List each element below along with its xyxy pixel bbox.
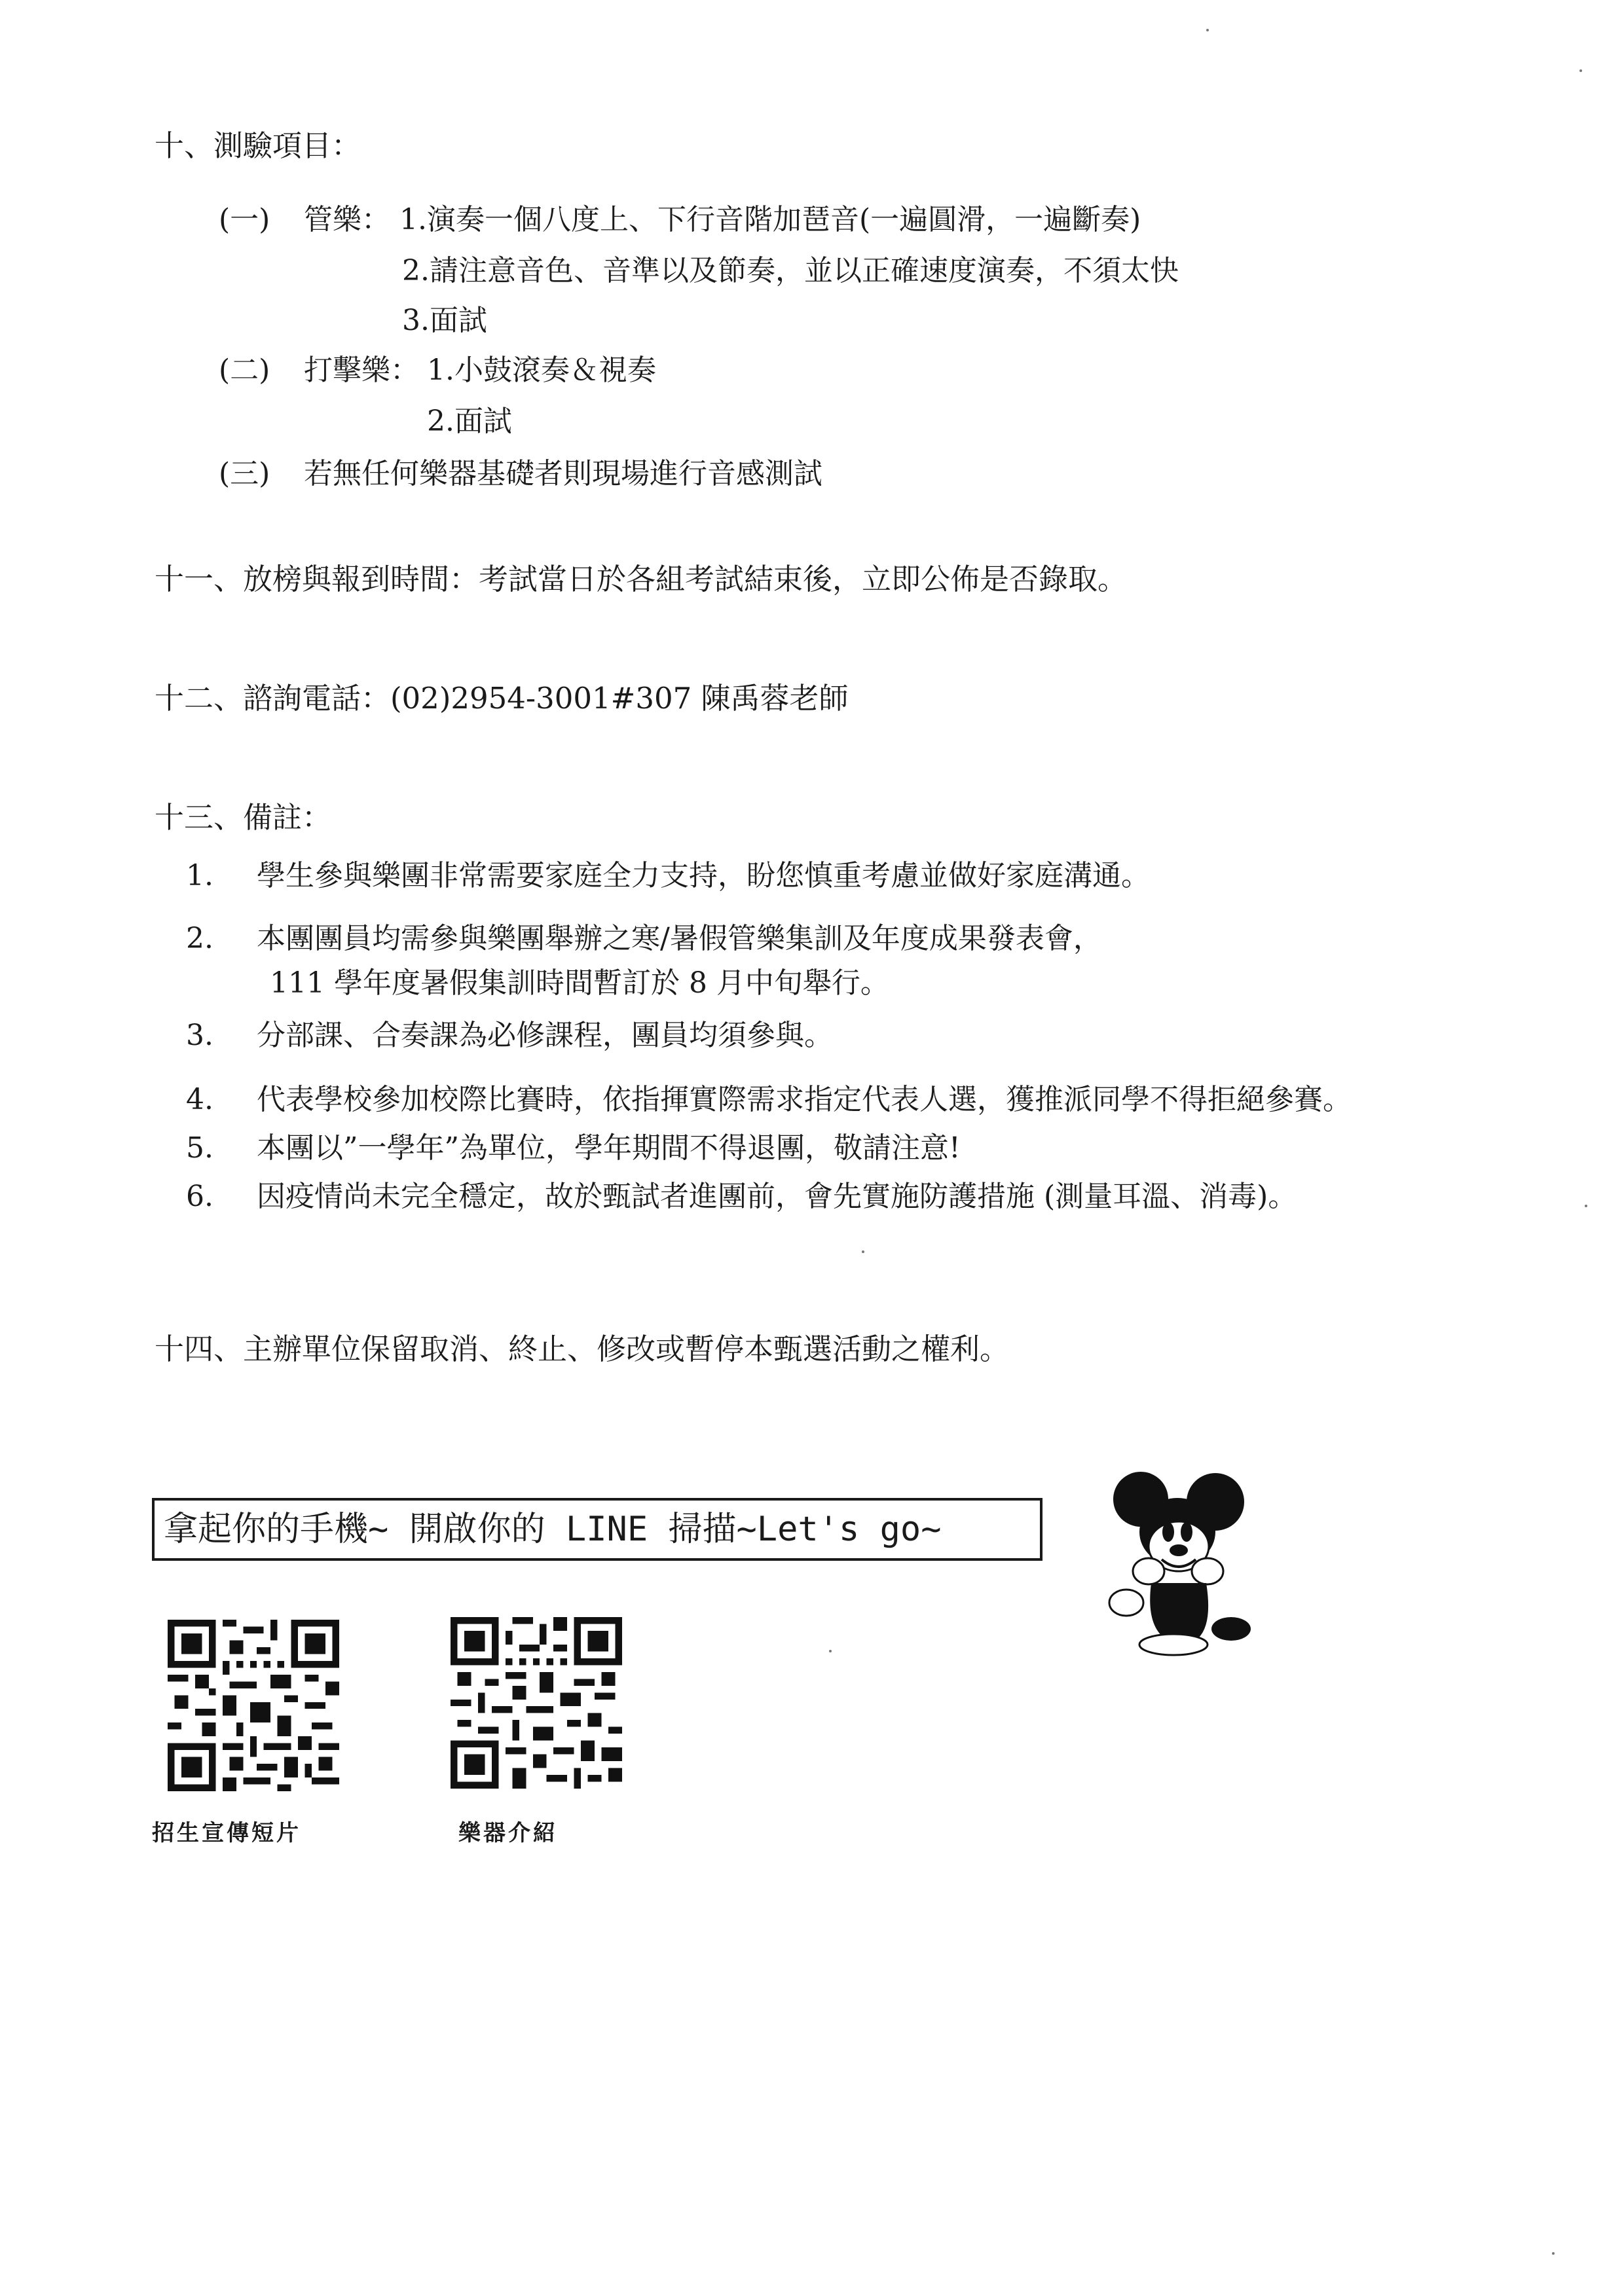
item-1-marker: (一) xyxy=(219,203,270,236)
note-1-number: 1. xyxy=(186,859,213,892)
note-6-text: 因疫情尚未完全穩定，故於甄試者進團前，會先實施防護措施 (測量耳溫、消毒)。 xyxy=(257,1180,1297,1213)
item-2-label: 打擊樂： xyxy=(304,354,419,387)
line-scan-banner: 拿起你的手機~ 開啟你的 LINE 掃描~Let's go~ xyxy=(152,1498,1043,1561)
item-2-line-2: 2.面試 xyxy=(427,405,512,438)
scan-speck xyxy=(1585,1205,1587,1207)
scan-speck xyxy=(1206,29,1209,31)
note-3-text: 分部課、合奏課為必修課程，團員均須參與。 xyxy=(257,1019,833,1052)
item-3-line-1: 若無任何樂器基礎者則現場進行音感測試 xyxy=(304,457,822,490)
qr-code-icon xyxy=(451,1617,622,1789)
section-thirteen-heading: 十三、備註： xyxy=(155,800,332,835)
qr-caption-promo-video: 招生宣傳短片 xyxy=(152,1820,301,1846)
note-5-number: 5. xyxy=(186,1131,213,1165)
scan-speck xyxy=(1552,2252,1555,2255)
item-3-marker: (三) xyxy=(219,457,270,490)
note-6-number: 6. xyxy=(186,1180,213,1213)
cartoon-mouse-icon xyxy=(1100,1467,1257,1656)
item-1-line-2: 2.請注意音色、音準以及節奏，並以正確速度演奏，不須太快 xyxy=(402,254,1179,287)
item-1-line-1: 1.演奏一個八度上、下行音階加琶音(一遍圓滑，一遍斷奏) xyxy=(399,203,1141,236)
section-twelve: 十二、諮詢電話：(02)2954-3001#307 陳禹蓉老師 xyxy=(155,681,849,716)
scan-speck xyxy=(829,1650,832,1652)
item-2-line-1: 1.小鼓滾奏＆視奏 xyxy=(427,354,656,387)
note-5-text: 本團以”一學年”為單位，學年期間不得退團，敬請注意! xyxy=(257,1131,961,1165)
qr-caption-instrument-intro: 樂器介紹 xyxy=(458,1820,558,1846)
note-1-text: 學生參與樂團非常需要家庭全力支持，盼您慎重考慮並做好家庭溝通。 xyxy=(257,859,1150,892)
note-4-number: 4. xyxy=(186,1083,213,1116)
item-1-line-3: 3.面試 xyxy=(402,304,487,337)
note-2-text-line-1: 本團團員均需參與樂團舉辦之寒/暑假管樂集訓及年度成果發表會， xyxy=(257,922,1102,955)
qr-code-icon xyxy=(168,1620,339,1791)
item-1-label: 管樂： xyxy=(304,203,390,236)
section-eleven: 十一、放榜與報到時間：考試當日於各組考試結束後，立即公佈是否錄取。 xyxy=(155,562,1128,596)
section-fourteen: 十四、主辦單位保留取消、終止、修改或暫停本甄選活動之權利。 xyxy=(155,1332,1010,1366)
note-4-text: 代表學校參加校際比賽時，依指揮實際需求指定代表人選，獲推派同學不得拒絕參賽。 xyxy=(257,1083,1352,1116)
note-2-text-line-2: 111 學年度暑假集訓時間暫訂於 8 月中旬舉行。 xyxy=(270,966,889,1000)
scan-speck xyxy=(862,1250,864,1253)
note-3-number: 3. xyxy=(186,1019,213,1052)
section-ten-heading: 十、測驗項目： xyxy=(155,128,361,163)
note-2-number: 2. xyxy=(186,922,213,955)
scan-speck xyxy=(1579,69,1582,72)
item-2-marker: (二) xyxy=(219,354,270,387)
